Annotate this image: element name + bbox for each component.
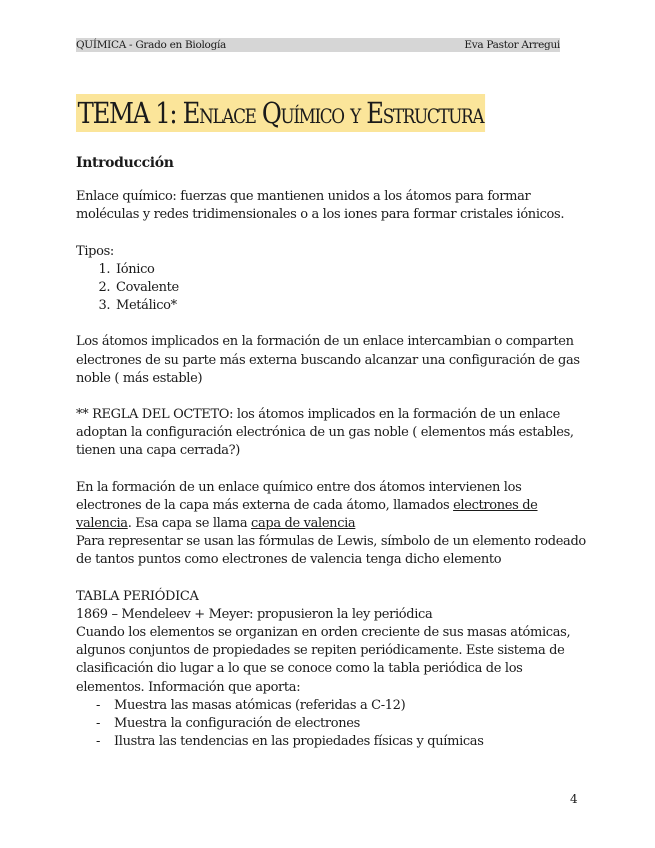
types-label: Tipos: (76, 243, 114, 259)
header-course: QUÍMICA - Grado en Biología (76, 39, 227, 51)
octet-text: : los átomos implicados en la formación de un enlace adoptan la configuración electrónica de un gas noble ( elementos más estables, tienen una capa cerrada?) (76, 407, 574, 459)
definition-paragraph: Enlace químico: fuerzas que mantienen unidos a los átomos para formar moléculas y redes tridimensionales o a los iones para formar cristales iónicos. (76, 189, 565, 223)
periodic-info-list (76, 697, 586, 752)
page-number: 4 (570, 792, 578, 806)
atoms-paragraph: Los átomos implicados en la formación de un enlace intercambian o comparten electrones de su parte más externa buscando alcanzar una configuración de gas noble ( más estable) (76, 334, 580, 386)
section-heading-intro: Introducción (76, 155, 174, 171)
list-item: 1. Iónico (114, 261, 586, 279)
periodic-line: 1869 – Mendeleev + Meyer: propusieron la ley periódica (76, 606, 433, 622)
header-author: Eva Pastor Arregui (464, 39, 560, 51)
list-item: 3. Metálico* (114, 297, 586, 315)
page-title: TEMA 1: Enlace Químico y Estructura (77, 96, 484, 130)
types-list (76, 261, 586, 316)
valence-shell-term: capa de valencia (251, 516, 356, 532)
list-item: - Muestra la configuración de electrones (76, 715, 586, 733)
valence-text-1: En la formación de un enlace químico entre dos átomos intervienen los electrones de la capa más externa de cada átomo, llamados (76, 479, 522, 513)
periodic-paragraph: Cuando los elementos se organizan en orden creciente de sus masas atómicas, algunos conjuntos de propiedades se repiten periódicamente. Este sistema de clasificación dio lugar a lo que se conoce como la tabla periódica de los elementos. Información que aporta: (76, 625, 571, 695)
page-header (76, 38, 560, 52)
valence-electrons-term: electrones de valencia (76, 497, 538, 532)
octet-label: ** REGLA DEL OCTETO (76, 407, 230, 423)
document-body (76, 154, 586, 751)
lewis-paragraph: Para representar se usan las fórmulas de Lewis, símbolo de un elemento rodeado de tantos puntos como electrones de valencia tenga dicho elemento (76, 534, 586, 568)
list-item: - Muestra las masas atómicas (referidas a C-12) (76, 697, 586, 715)
periodic-heading: TABLA PERIÓDICA (76, 588, 199, 604)
valence-text-2: . Esa capa se llama (127, 516, 252, 532)
title-block (76, 94, 563, 132)
list-item: 2. Covalente (114, 279, 586, 297)
list-item: - Ilustra las tendencias en las propiedades físicas y químicas (76, 733, 586, 751)
octet-paragraph (76, 406, 586, 461)
valence-paragraph (76, 479, 586, 534)
